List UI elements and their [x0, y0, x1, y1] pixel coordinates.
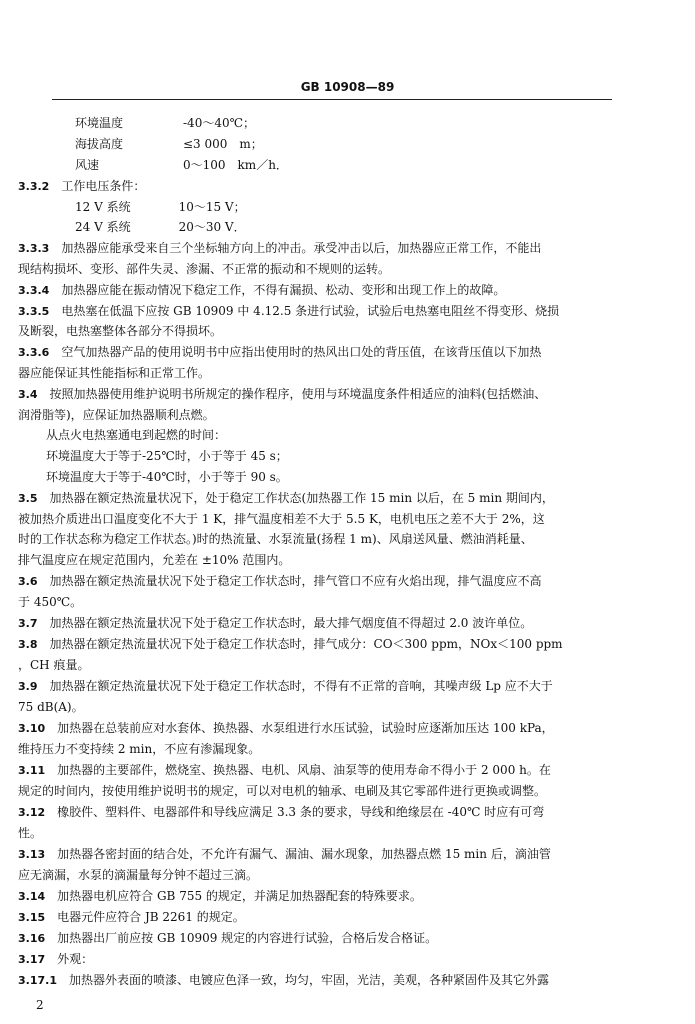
text-line: 电热塞在低温下应按 GB 10909 中 4.12.5 条进行试验，试验后电热塞电阻丝不得变形、烧损	[61, 304, 560, 318]
text-line: 加热器出厂前应按 GB 10909 规定的内容进行试验，合格后发合格证。	[57, 931, 438, 945]
section-number: 3.17.1	[18, 974, 57, 987]
text-line: 时的工作状态称为稳定工作状态。)时的热流量、水泵流量(扬程 1 m)、风扇送风量、燃油消耗量、	[18, 532, 533, 546]
text-line: 应无滴漏，水泵的滴漏量每分钟不超过三滴。	[18, 868, 259, 882]
clause-line	[18, 615, 532, 632]
section-number: 3.3.6	[18, 346, 50, 359]
clause-line	[18, 386, 546, 403]
section-number: 3.3.2	[18, 180, 50, 193]
clause-line	[18, 804, 544, 821]
text-line: 加热器在额定热流量状况下，处于稳定工作状态(加热器工作 15 min 以后，在 5 min 期间内，	[49, 491, 554, 505]
text-line: 加热器在总装前应对水套体、换热器、水泵组进行水压试验，试验时应逐渐加压达 100 kPa，	[57, 721, 554, 735]
section-number: 3.6	[18, 575, 38, 588]
clause-line	[18, 282, 505, 299]
text-line: 电器元件应符合 JB 2261 的规定。	[57, 910, 245, 924]
text-line: 环境温度 -40～40℃；	[75, 116, 256, 130]
text-line: 加热器在额定热流量状况下处于稳定工作状态时，最大排气烟度值不得超过 2.0 波许单位。	[49, 616, 533, 630]
section-number: 3.3.4	[18, 284, 50, 297]
clause-line	[18, 678, 553, 695]
text-line: 工作电压条件：	[61, 179, 146, 193]
section-number: 3.16	[18, 932, 46, 945]
section-number: 3.4	[18, 388, 38, 401]
clause-line	[18, 490, 554, 507]
section-number: 3.12	[18, 806, 46, 819]
clause-line	[18, 720, 554, 737]
section-number: 3.5	[18, 492, 38, 505]
section-number: 3.3.3	[18, 242, 50, 255]
text-line: 加热器电机应符合 GB 755 的规定，并满足加热器配套的特殊要求。	[57, 889, 422, 903]
text-line: 性。	[18, 826, 43, 840]
clause-line	[18, 178, 145, 195]
text-line: 外观：	[57, 952, 94, 966]
text-line: 75 dB(A)。	[18, 700, 84, 714]
clause-line	[18, 972, 549, 989]
section-number: 3.7	[18, 617, 38, 630]
clause-line	[18, 846, 551, 863]
text-line: 加热器在额定热流量状况下处于稳定工作状态时，排气管口不应有火焰出现，排气温度应不高	[49, 574, 542, 588]
text-line: 排气温度应在规定范围内，允差在 ±10% 范围内。	[18, 553, 291, 567]
text-line: 被加热介质进出口温度变化不大于 1 K，排气温度相差不大于 5.5 K，电机电压之差不大于 2%，这	[18, 512, 545, 526]
section-number: 3.11	[18, 764, 46, 777]
page-number: 2	[36, 998, 44, 1012]
text-line: 加热器外表面的喷漆、电镀应色泽一致，均匀，牢固，光洁，美观，各种紧固件及其它外露	[69, 973, 550, 987]
section-number: 3.17	[18, 953, 46, 966]
text-line: 空气加热器产品的使用说明书中应指出使用时的热风出口处的背压值，在该背压值以下加热	[61, 345, 542, 359]
text-line: 环境温度大于等于-25℃时，小于等于 45 s；	[46, 449, 288, 463]
text-line: 风速 0～100 km／h．	[75, 158, 288, 172]
clause-line	[18, 951, 93, 968]
text-line: 24 V 系统 20～30 V．	[75, 220, 246, 234]
clause-line	[18, 909, 245, 926]
text-line: 加热器在额定热流量状况下处于稳定工作状态时，排气成分：CO＜300 ppm，NOx＜100 ppm	[49, 637, 563, 651]
text-line: ，CH 痕量。	[18, 658, 90, 672]
text-line: 橡胶件、塑料件、电器部件和导线应满足 3.3 条的要求，导线和绝缘层在 -40℃ 时应有可弯	[57, 805, 545, 819]
text-line: 加热器应能在振动情况下稳定工作，不得有漏损、松动、变形和出现工作上的故障。	[61, 283, 506, 297]
text-line: 海拔高度 ≤3 000 m；	[75, 137, 263, 151]
section-number: 3.9	[18, 680, 38, 693]
text-line: 润滑脂等)，应保证加热器顺利点燃。	[18, 408, 215, 422]
clause-line	[18, 762, 551, 779]
clause-line	[18, 636, 563, 653]
header-rule	[52, 99, 612, 100]
text-line: 加热器各密封面的结合处，不允许有漏气、漏油、漏水现象，加热器点燃 15 min 后，滴油管	[57, 847, 551, 861]
clause-line	[18, 344, 541, 361]
text-line: 加热器在额定热流量状况下处于稳定工作状态时，不得有不正常的音响，其噪声级 Lp 应不大于	[49, 679, 553, 693]
text-line: 及断裂，电热塞整体各部分不得损坏。	[18, 324, 223, 338]
section-number: 3.13	[18, 848, 46, 861]
section-number: 3.15	[18, 911, 46, 924]
section-number: 3.8	[18, 638, 38, 651]
clause-line	[18, 573, 542, 590]
text-line: 器应能保证其性能指标和正常工作。	[18, 366, 211, 380]
text-line: 按照加热器使用维护说明书所规定的操作程序，使用与环境温度条件相适应的油料(包括燃油、	[49, 387, 547, 401]
text-line: 现结构损坏、变形、部件失灵、渗漏、不正常的振动和不规则的运转。	[18, 262, 391, 276]
section-number: 3.14	[18, 890, 46, 903]
text-line: 加热器的主要部件，燃烧室、换热器、电机、风扇、油泵等的使用寿命不得小于 2 000 h。在	[57, 763, 551, 777]
text-line: 维持压力不变持续 2 min，不应有渗漏现象。	[18, 742, 261, 756]
section-number: 3.10	[18, 722, 46, 735]
text-line: 环境温度大于等于-40℃时，小于等于 90 s。	[46, 470, 288, 484]
text-line: 从点火电热塞通电到起燃的时间：	[46, 428, 227, 442]
clause-line	[18, 240, 541, 257]
clause-line	[18, 303, 559, 320]
text-line: 12 V 系统 10～15 V；	[75, 200, 246, 214]
text-line: 规定的时间内，按使用维护说明书的规定，可以对电机的轴承、电刷及其它零部件进行更换或调整。	[18, 784, 547, 798]
text-line: 于 450℃。	[18, 595, 83, 609]
text-line: 加热器应能承受来自三个坐标轴方向上的冲击。承受冲击以后，加热器应正常工作，不能出	[61, 241, 542, 255]
standard-code-header: GB 10908—89	[300, 80, 395, 94]
section-number: 3.3.5	[18, 305, 50, 318]
clause-line	[18, 888, 422, 905]
clause-line	[18, 930, 437, 947]
